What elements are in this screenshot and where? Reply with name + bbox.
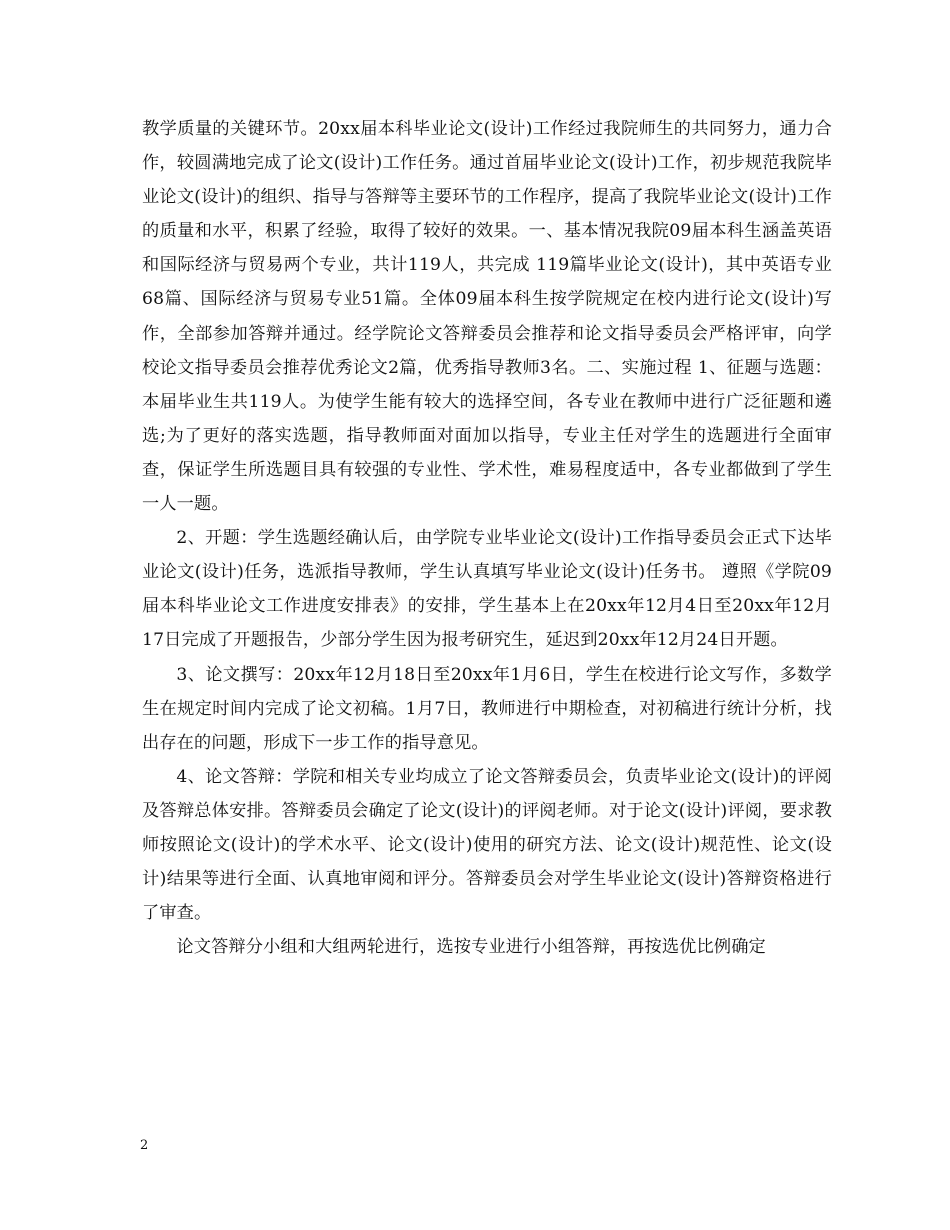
paragraph-1: 教学质量的关键环节。20xx届本科毕业论文(设计)工作经过我院师生的共同努力，通力合作，较圆满地完成了论文(设计)工作任务。通过首届毕业论文(设计)工作，初步规范我院毕业论文(设计)的组织、指导与答辩等主要环节的工作程序，提高了我院毕业论文(设计)工作的质量和水平，积累了经验，取得了较好的效果。一、基本情况我院09届本科生涵盖英语和国际经济与贸易两个专业，共计119人，共完成 119篇毕业论文(设计)，其中英语专业68篇、国际经济与贸易专业51篇。全体09届本科生按学院规定在校内进行论文(设计)写作，全部参加答辩并通过。经学院论文答辩委员会推荐和论文指导委员会严格评审，向学校论文指导委员会推荐优秀论文2篇，优秀指导教师3名。二、实施过程 1、征题与选题：本届毕业生共119人。为使学生能有较大的选择空间，各专业在教师中进行广泛征题和遴选;为了更好的落实选题，指导教师面对面加以指导，专业主任对学生的选题进行全面审查，保证学生所选题目具有较强的专业性、学术性，难易程度适中，各专业都做到了学生一人一题。 (142, 119, 832, 515)
paragraph-4: 4、论文答辩：学院和相关专业均成立了论文答辩委员会，负责毕业论文(设计)的评阅及答辩总体安排。答辩委员会确定了论文(设计)的评阅老师。对于论文(设计)评阅，要求教师按照论文(设计)的学术水平、论文(设计)使用的研究方法、论文(设计)规范性、论文(设计)结果等进行全面、认真地审阅和评分。答辩委员会对学生毕业论文(设计)答辩资格进行了审查。 (142, 766, 832, 924)
paragraph-3: 3、论文撰写：20xx年12月18日至20xx年1月6日，学生在校进行论文写作，多数学生在规定时间内完成了论文初稿。1月7日，教师进行中期检查，对初稿进行统计分析，找出存在的问题，形成下一步工作的指导意见。 (142, 664, 832, 753)
paragraph-2: 2、开题：学生选题经确认后，由学院专业毕业论文(设计)工作指导委员会正式下达毕业论文(设计)任务，选派指导教师，学生认真填写毕业论文(设计)任务书。 遵照《学院09届本科毕业论文工作进度安排表》的安排，学生基本上在20xx年12月4日至20xx年12月17日完成了开题报告，少部分学生因为报考研究生，延迟到20xx年12月24日开题。 (142, 528, 832, 651)
page-number: 2 (140, 1138, 149, 1153)
paragraph-5: 论文答辩分小组和大组两轮进行，选按专业进行小组答辩，再按选优比例确定 (176, 937, 766, 958)
body-text (142, 112, 832, 964)
